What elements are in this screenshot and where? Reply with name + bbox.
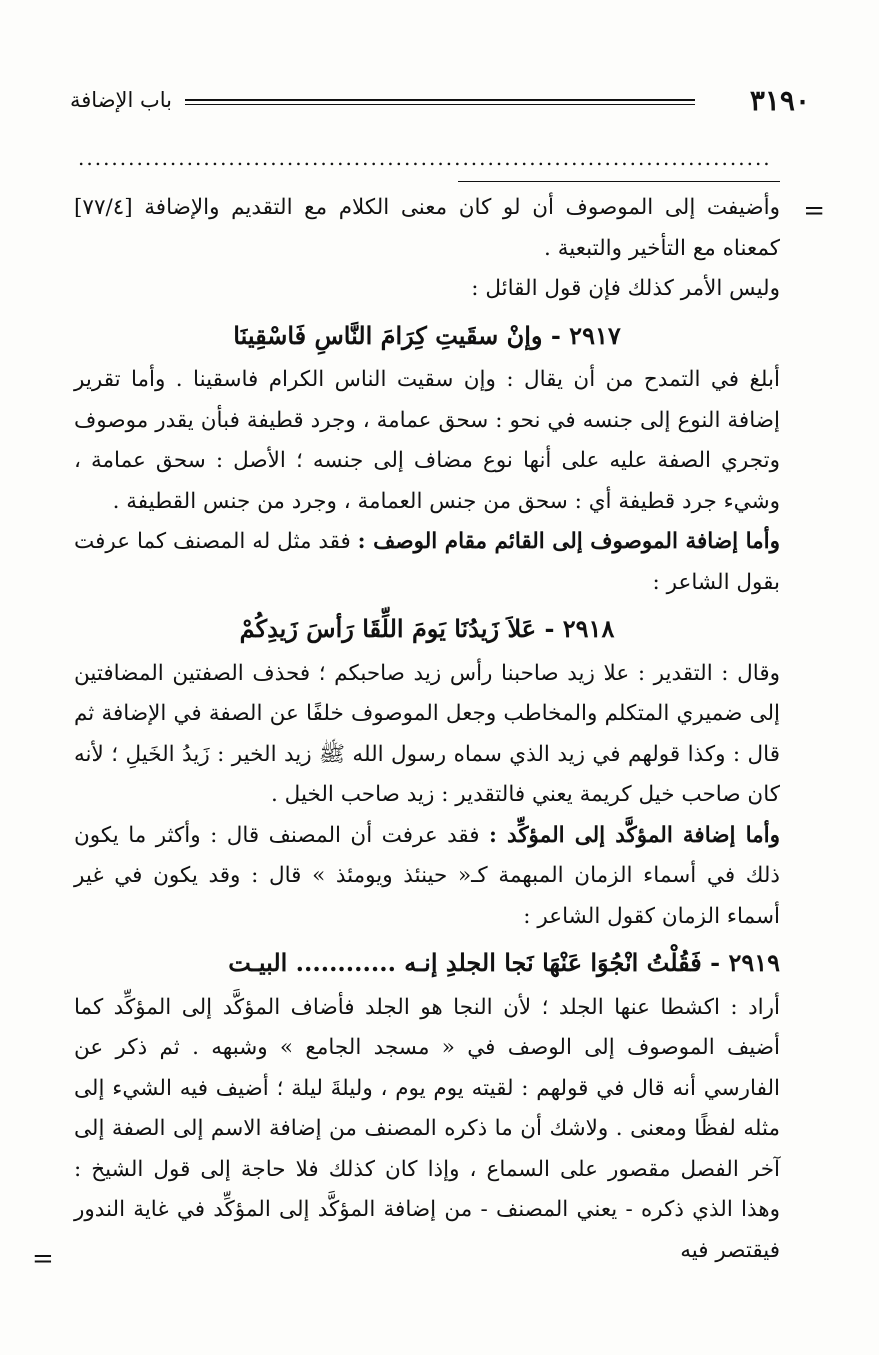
paragraph-6: [74, 816, 780, 938]
paragraph-3: أبلغ في التمدح من أن يقال : وإن سقيت الناس الكرام فاسقينا . وأما تقرير إضافة النوع إلى جنسه في نحو : سحق عمامة ، وجرد قطيفة فبأن يقدر موصوف وتجري الصفة عليه على أنها نوع مضاف إلى جنسه ؛ الأصل : سحق عمامة ، وشيء جرد قطيفة أي : سحق من جنس العمامة ، وجرد من جنس القطيفة .: [74, 367, 780, 514]
header-rule-thin: [185, 104, 695, 105]
paragraph-6-text: فقد عرفت أن المصنف قال : وأكثر ما يكون ذلك في أسماء الزمان المبهمة كـ« حينئذ ويومئذ » قال : وقد يكون في غير أسماء الزمان كقول الشاعر :: [74, 822, 780, 929]
body-text: [74, 188, 780, 1271]
continuation-mark-top: =: [803, 196, 825, 226]
verse-2917: ٢٩١٧ - وإنْ سقَيتِ كِرَامَ النَّاسِ فَاسْقِينَا: [233, 320, 621, 350]
chapter-title: باب الإضافة: [70, 88, 173, 112]
continuation-mark-bottom: =: [32, 1244, 54, 1274]
footnote-rule: [458, 181, 780, 182]
dotted-separator: ...................................................................................: [78, 146, 772, 170]
verse-2919: ٢٩١٩ - فَقُلْتُ انْجُوَا عَنْهَا نَجا الجلدِ إنـه ............ البيـت: [228, 948, 780, 977]
header-rule: [185, 99, 695, 101]
paragraph-4: [74, 522, 780, 603]
verse-2918: ٢٩١٨ - عَلاَ زَيدُنَا يَومَ اللِّقَا رَأسَ زَيدِكُمْ: [239, 614, 615, 643]
paragraph-4-heading: وأما إضافة الموصوف إلى القائم مقام الوصف :: [357, 529, 780, 554]
paragraph-6-heading: وأما إضافة المؤكَّد إلى المؤكِّد :: [489, 822, 781, 848]
paragraph-1: وأضيفت إلى الموصوف أن لو كان معنى الكلام مع التقديم والإضافة [٧٧/٤] كمعناه مع التأخير والتبعية .: [74, 195, 780, 261]
paragraph-7: أراد : اكشطا عنها الجلد ؛ لأن النجا هو الجلد فأضاف المؤكَّد إلى المؤكِّد كما أضيف الموصوف إلى الوصف في « مسجد الجامع » وشبهه . ثم ذكر عن الفارسي أنه قال في قولهم : لقيته يوم يوم ، وليلةَ ليلة ؛ أضيف فيه الشيء إلى مثله لفظًا ومعنى . ولاشك أن ما ذكره المصنف من إضافة الاسم إلى الصفة إلى آخر الفصل مقصور على السماع ، وإذا كان كذلك فلا حاجة إلى قول الشيخ : وهذا الذي ذكره - يعني المصنف - من إضافة المؤكَّد إلى المؤكِّد في غاية الندور فيقتصر فيه: [74, 994, 780, 1263]
paragraph-2: وليس الأمر كذلك فإن قول القائل :: [471, 276, 780, 301]
page-header: [70, 84, 810, 124]
page-number: ٣١٩٠: [749, 84, 810, 117]
paragraph-5: وقال : التقدير : علا زيد صاحبنا رأس زيد صاحبكم ؛ فحذف الصفتين المضافتين إلى ضميري المتكلم والمخاطب وجعل الموصوف خلفًا عن الصفة في الإضافة ثم قال : وكذا قولهم في زيد الذي سماه رسول الله ﷺ زيد الخير : زَيدُ الخَيلِ ؛ لأنه كان صاحب خيل كريمة يعني فالتقدير : زيد صاحب الخيل .: [74, 660, 780, 807]
paragraph-4-text: فقد مثل له المصنف كما عرفت بقول الشاعر :: [74, 529, 780, 595]
